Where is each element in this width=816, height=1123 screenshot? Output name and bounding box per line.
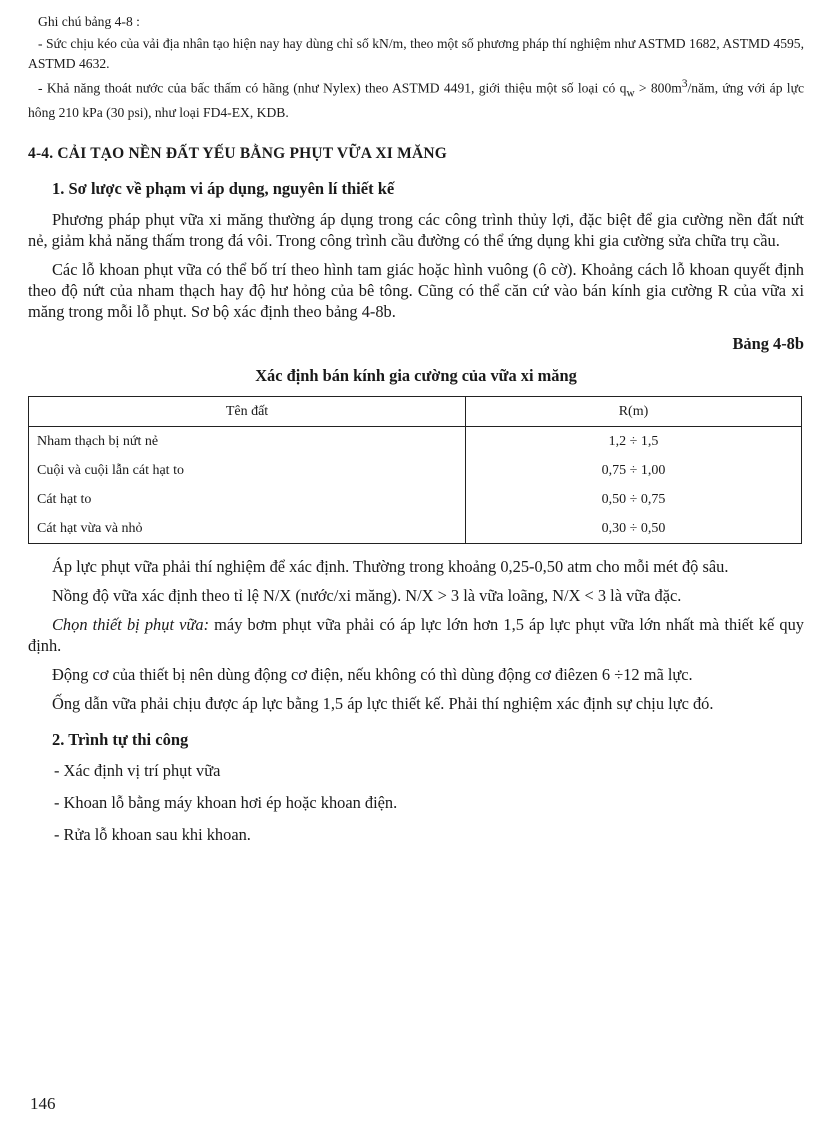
table-cell-radius: 0,75 ÷ 1,00 [466, 456, 802, 485]
paragraph-2: Các lỗ khoan phụt vữa có thể bố trí theo hình tam giác hoặc hình vuông (ô cờ). Khoảng cách lỗ khoan quyết định theo độ nứt của nham thạch hay độ hư hỏng của bê tông. Cũng có thể căn cứ vào bán kính gia cường R của vữa xi măng trong mỗi lỗ phụt. Sơ bộ xác định theo bảng 4-8b. [28, 260, 804, 322]
table-row [29, 456, 802, 485]
radius-table [28, 396, 802, 544]
table-row [29, 514, 802, 544]
table-header-row [29, 397, 802, 427]
table-cell-radius: 1,2 ÷ 1,5 [466, 427, 802, 457]
table-cell-radius: 0,50 ÷ 0,75 [466, 485, 802, 514]
paragraph-4: Nồng độ vữa xác định theo tỉ lệ N/X (nước/xi măng). N/X > 3 là vữa loãng, N/X < 3 là vữa đặc. [52, 586, 682, 606]
paragraph-3: Áp lực phụt vữa phải thí nghiệm để xác định. Thường trong khoảng 0,25-0,50 atm cho mỗi mét độ sâu. [52, 557, 729, 577]
table-row [29, 485, 802, 514]
paragraph-5: Chọn thiết bị phụt vữa: máy bơm phụt vữa phải có áp lực lớn hơn 1,5 áp lực phụt vữa lớn nhất mà thiết kế quy định. [28, 615, 804, 656]
table-cell-radius: 0,30 ÷ 0,50 [466, 514, 802, 544]
table-header-soil: Tên đất [29, 397, 466, 427]
paragraph-5-lead: Chọn thiết bị phụt vữa: [52, 615, 210, 635]
subsection-title-2: 2. Trình tự thi công [52, 730, 189, 750]
table-row [29, 427, 802, 457]
list-item: - Xác định vị trí phụt vữa [54, 761, 221, 781]
table-cell-soil: Cát hạt vừa và nhỏ [29, 514, 466, 544]
section-title: 4-4. CẢI TẠO NỀN ĐẤT YẾU BẰNG PHỤT VỮA XI MĂNG [28, 145, 447, 163]
paragraph-7: Ống dẫn vữa phải chịu được áp lực bằng 1,5 áp lực thiết kế. Phải thí nghiệm xác định sự chịu lực đó. [52, 694, 714, 714]
paragraph-1: Phương pháp phụt vữa xi măng thường áp dụng trong các công trình thủy lợi, đặc biệt để gia cường nền đất nứt nẻ, giảm khả năng thấm trong đá vôi. Trong công trình cầu đường có thể ứng dụng khi gia cường sửa chữa trụ cầu. [28, 210, 804, 251]
paragraph-6: Động cơ của thiết bị nên dùng động cơ điện, nếu không có thì dùng động cơ điêzen 6 ÷12 mã lực. [52, 665, 693, 685]
list-item: - Khoan lỗ bằng máy khoan hơi ép hoặc khoan điện. [54, 793, 398, 813]
table-note-item-1: - Sức chịu kéo của vải địa nhân tạo hiện nay hay dùng chỉ số kN/m, theo một số phương pháp thí nghiệm như ASTMD 1682, ASTMD 4595, ASTMD 4632. [28, 36, 804, 71]
table-cell-soil: Cuội và cuội lẫn cát hạt to [29, 456, 466, 485]
document-page [28, 12, 804, 856]
table-note-title: Ghi chú bảng 4-8 : [38, 14, 140, 29]
page-number: 146 [30, 1094, 56, 1113]
table-note-item-2: - Khả năng thoát nước của bấc thấm có hãng (như Nylex) theo ASTMD 4491, giới thiệu một số loại có $q_w$ > $800m^3$/năm, ứng với áp lực hông 210 kPa (30 psi), như loại FD4-EX, KDB. [28, 78, 804, 121]
table-title: Xác định bán kính gia cường của vữa xi măng [255, 366, 577, 386]
table-reference-label: Bảng 4-8b [732, 334, 804, 354]
table-header-radius: R(m) [466, 397, 802, 427]
table-cell-soil: Cát hạt to [29, 485, 466, 514]
list-item: - Rửa lỗ khoan sau khi khoan. [54, 825, 251, 845]
subsection-title-1: 1. Sơ lược về phạm vi áp dụng, nguyên lí thiết kế [52, 179, 395, 199]
table-cell-soil: Nham thạch bị nứt nẻ [29, 427, 466, 457]
